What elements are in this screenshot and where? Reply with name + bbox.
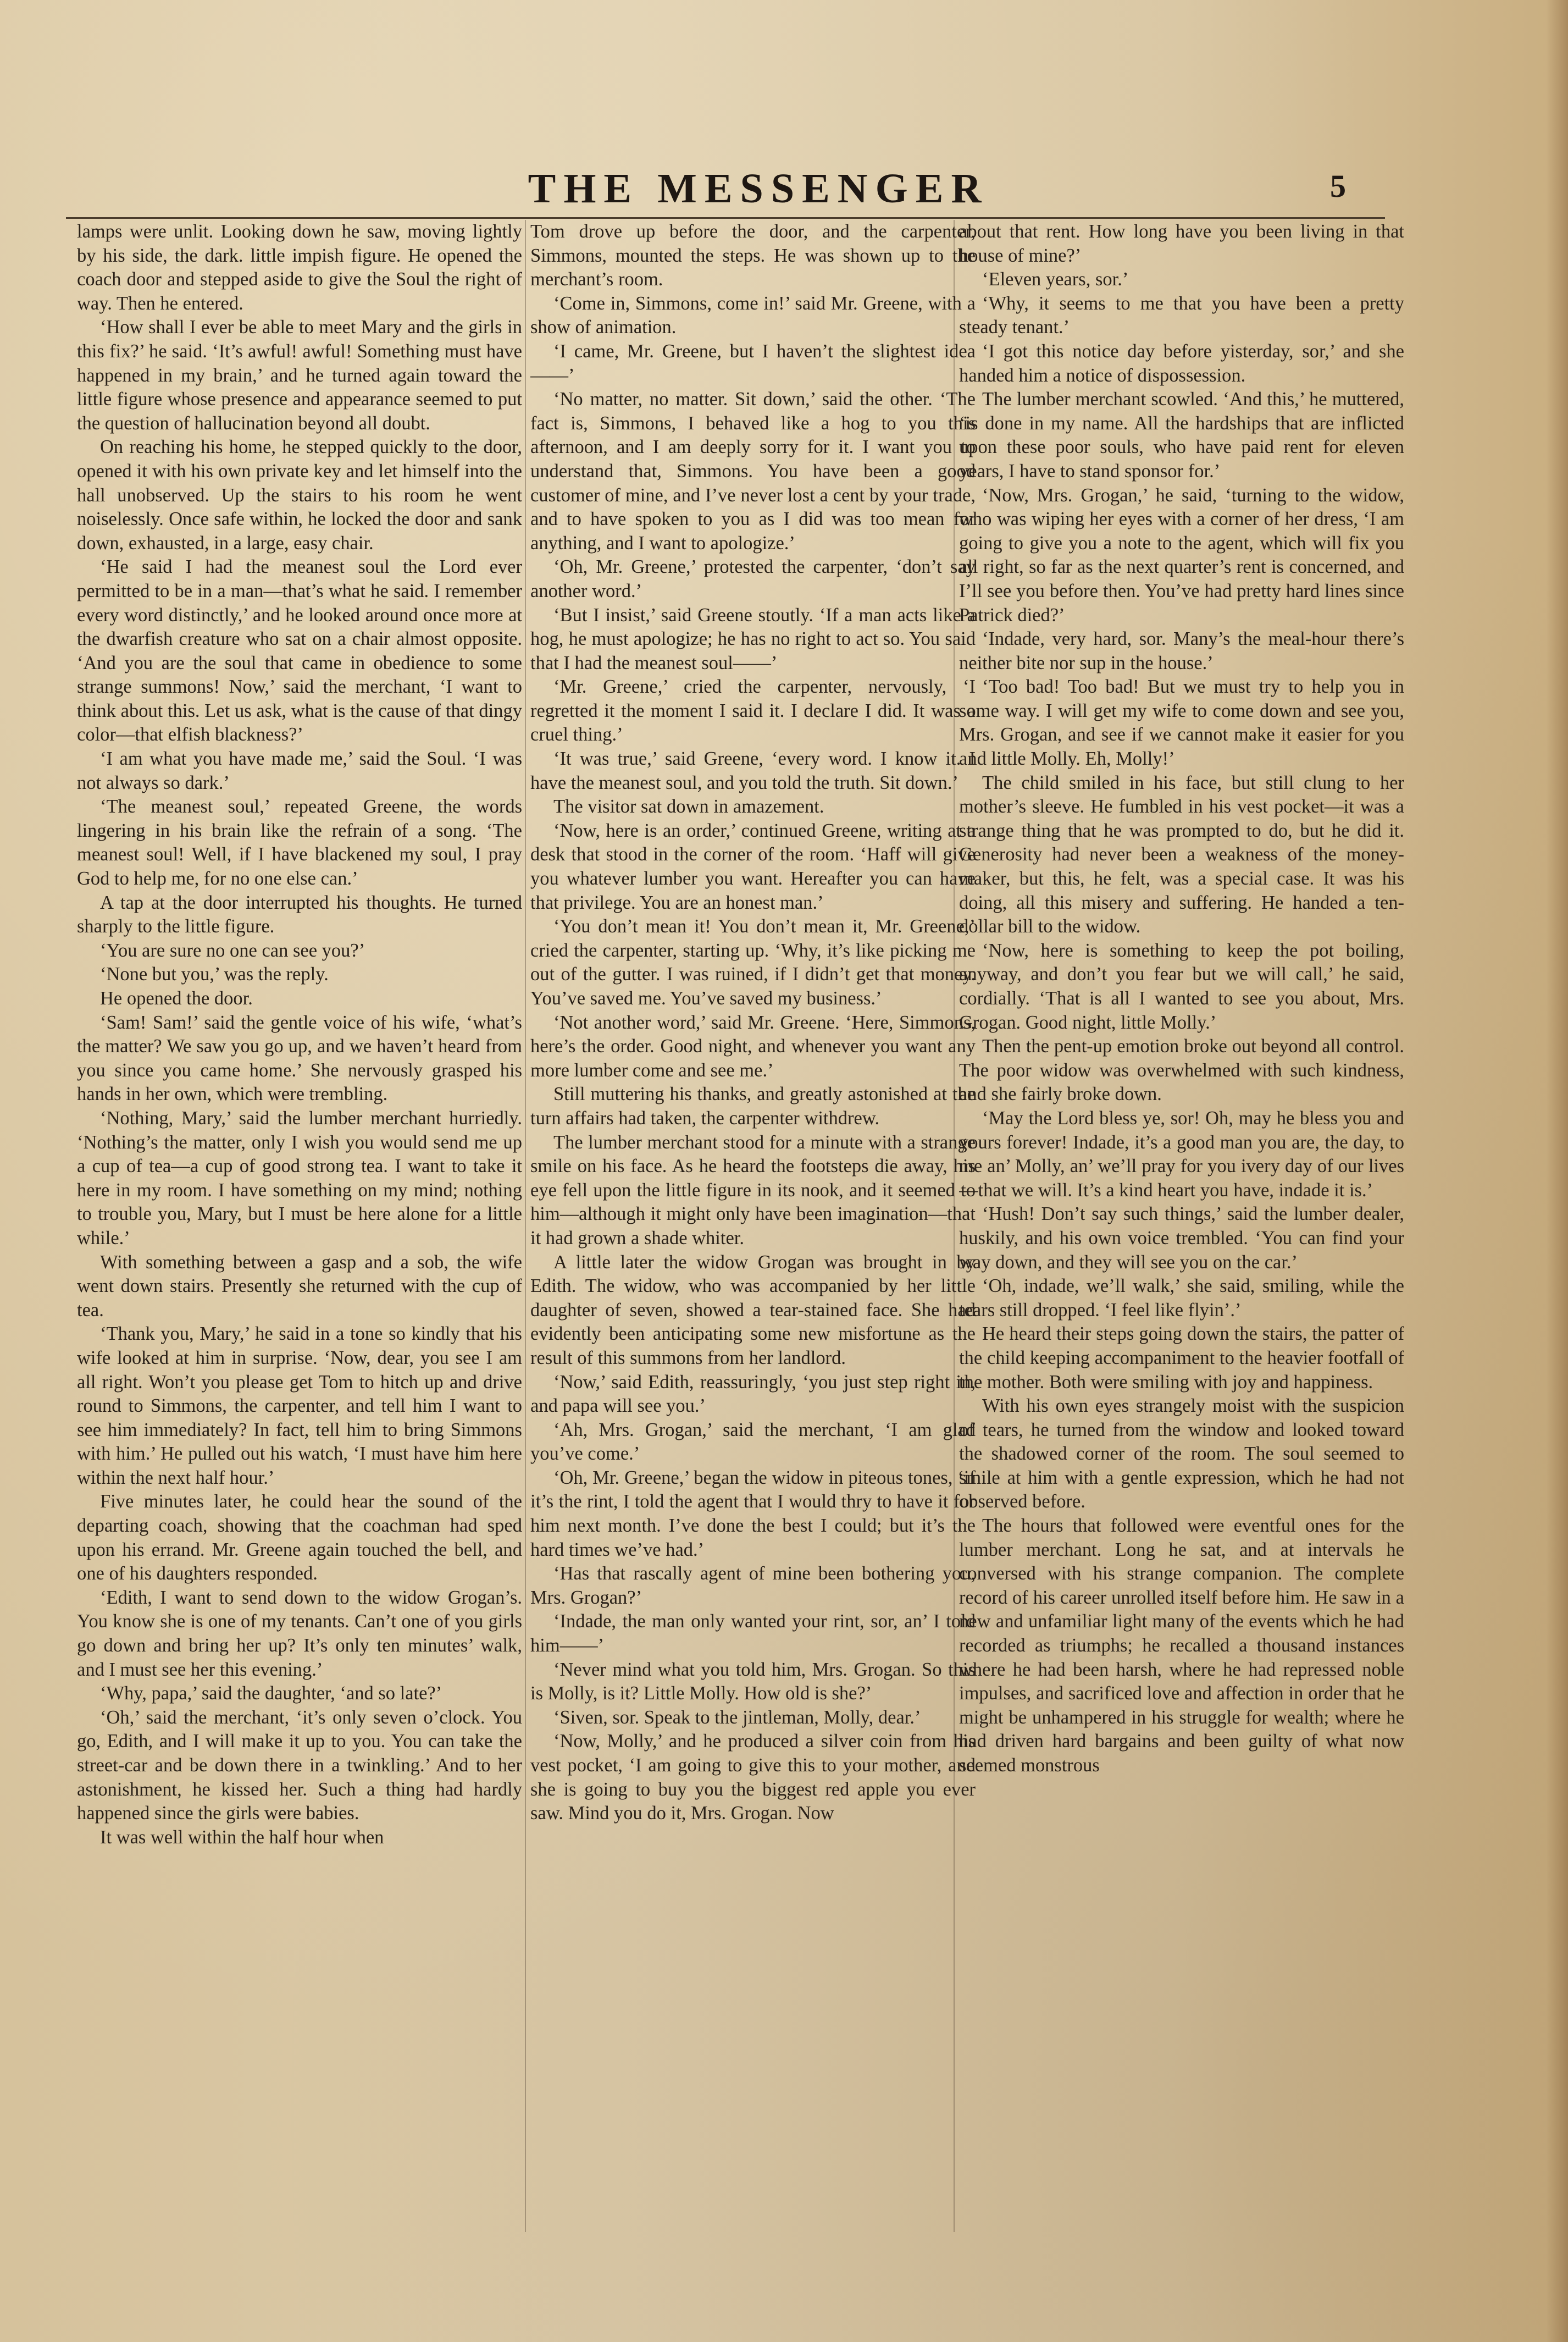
paragraph: He heard their steps going down the stairs, the patter of the child keeping accompaniment to the heavier footfall of the mother. Both were smiling with joy and happiness. [959,1323,1404,1393]
text-column-2 [530,220,976,2232]
paragraph: ‘Too bad! Too bad! But we must try to help you in some way. I will get my wife to come down and see you, Mrs. Grogan, and see if we cannot make it easier for you and little Molly. Eh, Molly!’ [959,676,1404,770]
paragraph: ‘Hush! Don’t say such things,’ said the lumber dealer, huskily, and his own voice trembled. ‘You can find your way down, and they will see you on the car.’ [959,1203,1404,1273]
paragraph: ‘Mr. Greene,’ cried the carpenter, nervously, ‘I regretted it the moment I said it. I declare I did. It was a cruel thing.’ [530,676,976,745]
paragraph: lamps were unlit. Looking down he saw, moving lightly by his side, the dark. little impish figure. He opened the coach door and stepped aside to give the Soul the right of way. Then he entered. [77,221,522,314]
paragraph: ‘Thank you, Mary,’ he said in a tone so kindly that his wife looked at him in surprise. ‘Now, dear, you see I am all right. Won’t you please get Tom to hitch up and drive round to Simmons, the carpenter, and tell him I want to see him immediately? In fact, tell him to bring Simmons with him.’ He pulled out his watch, ‘I must have him here within the next half hour.’ [77,1323,522,1488]
paragraph: The lumber merchant stood for a minute with a strange smile on his face. As he heard the footsteps die away, his eye fell upon the little figure in its nook, and it seemed to him—although it might only have been imagination—that it had grown a shade whiter. [530,1131,976,1249]
column-divider [954,220,955,2232]
paragraph: Still muttering his thanks, and greatly astonished at the turn affairs had taken, the carpenter withdrew. [530,1084,976,1129]
paragraph: ‘Now, Molly,’ and he produced a silver coin from his vest pocket, ‘I am going to give this to your mother, and she is going to buy you the biggest red apple you ever saw. Mind you do it, Mrs. Grogan. Now [530,1731,976,1824]
paragraph: Tom drove up before the door, and the carpenter, Simmons, mounted the steps. He was shown up to the merchant’s room. [530,221,976,290]
paragraph: ‘Oh, indade, we’ll walk,’ she said, smiling, while the tears still dropped. ‘I feel like flyin’.’ [959,1275,1404,1321]
page-number: 5 [1330,168,1346,204]
page-edge-shadow [1546,0,1568,2342]
paragraph: On reaching his home, he stepped quickly to the door, opened it with his own private key and let himself into the hall unobserved. Up the stairs to his room he went noiselessly. Once safe within, he locked the door and sank down, exhausted, in a large, easy chair. [77,437,522,554]
paragraph: ‘Come in, Simmons, come in!’ said Mr. Greene, with a show of animation. [530,292,976,338]
paragraph: With something between a gasp and a sob, the wife went down stairs. Presently she returned with the cup of tea. [77,1251,522,1321]
paragraph: ‘Nothing, Mary,’ said the lumber merchant hurriedly. ‘Nothing’s the matter, only I wish you would send me up a cup of tea—a cup of good strong tea. I want to take it here in my room. I have something on my mind; nothing to trouble you, Mary, but I must be here alone for a little while.’ [77,1107,522,1249]
paragraph: ‘I came, Mr. Greene, but I haven’t the slightest idea——’ [530,340,976,386]
paragraph: The lumber merchant scowled. ‘And this,’ he muttered, ‘is done in my name. All the hardships that are inflicted upon these poor souls, who have paid rent for eleven years, I have to stand sponsor for.’ [959,389,1404,482]
paragraph: ‘Edith, I want to send down to the widow Grogan’s. You know she is one of my tenants. Can’t one of you girls go down and bring her up? It’s only ten minutes’ walk, and I must see her this evening.’ [77,1587,522,1680]
masthead-title: THE MESSENGER [528,165,989,212]
paragraph: ‘He said I had the meanest soul the Lord ever permitted to be in a man—that’s what he said. I remember every word distinctly,’ and he looked around once more at the dwarfish creature who sat on a chair almost opposite. ‘And you are the soul that came in obedience to some strange summons! Now,’ said the merchant, ‘I want to think about this. Let us ask, what is the cause of that dingy color—that elfish blackness?’ [77,556,522,745]
paragraph: ‘Siven, sor. Speak to the jintleman, Molly, dear.’ [553,1706,921,1728]
paragraph: ‘I got this notice day before yisterday, sor,’ and she handed him a notice of dispossession. [959,340,1404,386]
paragraph: ‘May the Lord bless ye, sor! Oh, may he bless you and yours forever! Indade, it’s a good man you are, the day, to me an’ Molly, an’ we’ll pray for you ivery day of our lives—that we will. It’s a kind heart you have, indade it is.’ [959,1107,1404,1201]
paragraph: about that rent. How long have you been living in that house of mine?’ [959,221,1404,266]
paragraph: ‘Has that rascally agent of mine been bothering you, Mrs. Grogan?’ [530,1563,976,1608]
paragraph: ‘The meanest soul,’ repeated Greene, the words lingering in his brain like the refrain of a song. ‘The meanest soul! Well, if I have blackened my soul, I pray God to help me, for no one else can.’ [77,796,522,890]
paragraph: Then the pent-up emotion broke out beyond all control. The poor widow was overwhelmed with such kindness, and she fairly broke down. [959,1036,1404,1105]
paragraph: ‘Oh, Mr. Greene,’ protested the carpenter, ‘don’t say another word.’ [530,556,976,601]
paragraph: ‘None but you,’ was the reply. [100,964,329,985]
paragraph: The child smiled in his face, but still clung to her mother’s sleeve. He fumbled in his vest pocket—it was a strange thing that he was prompted to do, but he did it. Generosity had never been a weakness of the money-maker, but this, he felt, was a special case. It was his doing, all this misery and suffering. He handed a ten-dollar bill to the widow. [959,772,1404,937]
paragraph: ‘Eleven years, sor.’ [982,269,1129,290]
paragraph: ‘It was true,’ said Greene, ‘every word. I know it. I have the meanest soul, and you told the truth. Sit down.’ [530,748,976,793]
paragraph: With his own eyes strangely moist with the suspicion of tears, he turned from the window and looked toward the shadowed corner of the room. The soul seemed to smile at him with a gentle expression, which he had not observed before. [959,1395,1404,1512]
paragraph: ‘Ah, Mrs. Grogan,’ said the merchant, ‘I am glad you’ve come.’ [530,1419,976,1465]
header-rule [66,217,1385,219]
text-column-1 [77,220,522,2232]
paragraph: ‘Now,’ said Edith, reassuringly, ‘you just step right in, and papa will see you.’ [530,1371,976,1417]
column-divider [525,220,526,2232]
paragraph: He opened the door. [100,988,253,1009]
paragraph: ‘Now, here is an order,’ continued Greene, writing at a desk that stood in the corner of the room. ‘Haff will give you whatever lumber you want. Hereafter you can have that privilege. You are an honest man.’ [530,820,976,913]
paragraph: Five minutes later, he could hear the sound of the departing coach, showing that the coachman had sped upon his errand. Mr. Greene again touched the bell, and one of his daughters responded. [77,1491,522,1584]
paragraph: ‘Oh, Mr. Greene,’ began the widow in piteous tones, ‘if it’s the rint, I told the agent that I would thry to have it for him next month. I’ve done the best I could; but it’s the hard times we’ve had.’ [530,1467,976,1560]
paragraph: ‘Now, Mrs. Grogan,’ he said, ‘turning to the widow, who was wiping her eyes with a corner of her dress, ‘I am going to give you a note to the agent, which will fix you all right, so far as the next quarter’s rent is concerned, and I’ll see you before then. You’ve had pretty hard lines since Patrick died?’ [959,484,1404,626]
paragraph: ‘No matter, no matter. Sit down,’ said the other. ‘The fact is, Simmons, I behaved like a hog to you this afternoon, and I am deeply sorry for it. I want you to understand that, Simmons. You have been a good customer of mine, and I’ve never lost a cent by your trade, and to have spoken to you as I did was too mean for anything, and I want to apologize.’ [530,389,976,554]
paragraph: The hours that followed were eventful ones for the lumber merchant. Long he sat, and at intervals he conversed with his strange companion. The complete record of his career unrolled itself before him. He saw in a new and unfamiliar light many of the events which he had recorded as triumphs; he recalled a thousand instances where he had been harsh, where he had repressed noble impulses, and sacrificed love and affection in order that he might be unhampered in his struggle for wealth; where he had driven hard bargains and been guilty of what now seemed monstrous [959,1515,1404,1776]
paragraph: ‘Indade, very hard, sor. Many’s the meal-hour there’s neither bite nor sup in the house.’ [959,628,1404,673]
paragraph: It was well within the half hour when [100,1826,384,1848]
paragraph: ‘Why, papa,’ said the daughter, ‘and so late?’ [100,1683,442,1704]
text-column-3 [959,220,1404,2232]
paragraph: ‘Indade, the man only wanted your rint, sor, an’ I told him——’ [530,1611,976,1656]
paragraph: ‘Not another word,’ said Mr. Greene. ‘Here, Simmons, here’s the order. Good night, and whenever you want any more lumber come and see me.’ [530,1012,976,1081]
paragraph: A little later the widow Grogan was brought in by Edith. The widow, who was accompanied by her little daughter of seven, showed a tear-stained face. She had evidently been anticipating some new misfortune as the result of this summons from her landlord. [530,1251,976,1368]
paragraph: A tap at the door interrupted his thoughts. He turned sharply to the little figure. [77,892,522,937]
paragraph: ‘How shall I ever be able to meet Mary and the girls in this fix?’ he said. ‘It’s awful! awful! Something must have happened in my brain,’ and he turned again toward the little figure whose presence and appearance seemed to put the question of hallucination beyond all doubt. [77,317,522,434]
paragraph: ‘Sam! Sam!’ said the gentle voice of his wife, ‘what’s the matter? We saw you go up, and we haven’t heard from you since you came home.’ She nervously grasped his hands in her own, which were trembling. [77,1012,522,1105]
paragraph: ‘Now, here is something to keep the pot boiling, anyway, and don’t you fear but we will call,’ he said, cordially. ‘That is all I wanted to see you about, Mrs. Grogan. Good night, little Molly.’ [959,940,1404,1033]
paragraph: The visitor sat down in amazement. [553,796,824,818]
paragraph: ‘I am what you have made me,’ said the Soul. ‘I was not always so dark.’ [77,748,522,793]
paragraph: ‘But I insist,’ said Greene stoutly. ‘If a man acts like a hog, he must apologize; he has no right to act so. You said that I had the meanest soul——’ [530,604,976,673]
paragraph: ‘Never mind what you told him, Mrs. Grogan. So this is Molly, is it? Little Molly. How old is she?’ [530,1659,976,1704]
paragraph: ‘Why, it seems to me that you have been a pretty steady tenant.’ [959,292,1404,338]
paragraph: ‘You don’t mean it! You don’t mean it, Mr. Greene,’ cried the carpenter, starting up. ‘Why, it’s like picking me out of the gutter. I was ruined, if I didn’t get that money. You’ve saved me. You’ve saved my business.’ [530,916,976,1009]
paragraph: ‘Oh,’ said the merchant, ‘it’s only seven o’clock. You go, Edith, and I will make it up to you. You can take the street-car and be down there in a twinkling.’ And to her astonishment, he kissed her. Such a thing had hardly happened since the girls were babies. [77,1706,522,1824]
paragraph: ‘You are sure no one can see you?’ [100,940,365,961]
